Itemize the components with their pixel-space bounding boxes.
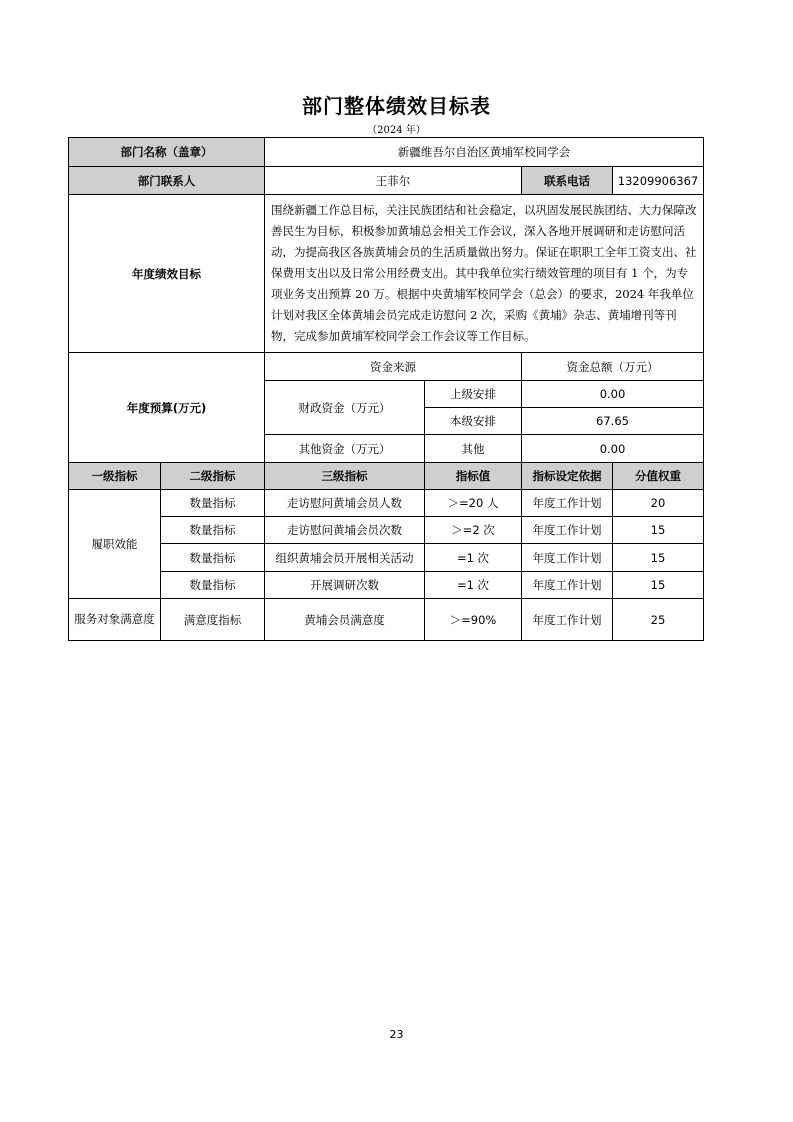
indicator-basis: 年度工作计划 (522, 572, 613, 599)
indicator-row (69, 517, 704, 544)
upper-arrangement-label: 上级安排 (425, 381, 522, 408)
indicator-basis: 年度工作计划 (522, 517, 613, 544)
indicator-level3: 走访慰问黄埔会员人数 (265, 490, 425, 517)
dept-name-label: 部门名称（盖章） (69, 138, 265, 167)
header-weight: 分值权重 (613, 463, 704, 490)
other-sub-label: 其他 (425, 435, 522, 463)
other-funds-value: 0.00 (522, 435, 704, 463)
indicator-level2: 数量指标 (161, 517, 265, 544)
indicator-level3: 开展调研次数 (265, 572, 425, 599)
indicator-value: ＞=2 次 (425, 517, 522, 544)
indicator-row (69, 572, 704, 599)
phone-label: 联系电话 (522, 167, 613, 195)
goal-text: 围绕新疆工作总目标，关注民族团结和社会稳定，以巩固发展民族团结、大力保障改善民生为目标，积极参加黄埔总会相关工作会议，深入各地开展调研和走访慰问活动，为提高我区各族黄埔会员的生活质量做出努力。保证在职职工全年工资支出、社保费用支出以及日常公用经费支出。其中我单位实行绩效管理的项目有 1 个，为专项业务支出预算 20 万。根据中央黄埔军校同学会（总会）的要求，2024 年我单位计划对我区全体黄埔会员完成走访慰问 2 次，采购《黄埔》杂志、黄埔增刊等刊物，完成参加黄埔军校同学会工作会议等工作目标。 (265, 195, 704, 353)
budget-header-row (69, 353, 704, 381)
indicator-level3: 组织黄埔会员开展相关活动 (265, 544, 425, 572)
header-level2: 二级指标 (161, 463, 265, 490)
page-number: 23 (389, 1028, 404, 1041)
goal-label: 年度绩效目标 (69, 195, 265, 353)
indicator-basis: 年度工作计划 (522, 544, 613, 572)
indicator-weight: 15 (613, 517, 704, 544)
indicator-row (69, 490, 704, 517)
indicator-weight: 15 (613, 544, 704, 572)
indicator-level2: 满意度指标 (161, 599, 265, 641)
indicator-header-row (69, 463, 704, 490)
phone-value: 13209906367 (613, 167, 704, 195)
goal-row (69, 195, 704, 353)
indicator-basis: 年度工作计划 (522, 599, 613, 641)
indicator-value: =1 次 (425, 544, 522, 572)
budget-label: 年度预算(万元) (69, 353, 265, 463)
performance-target-table (68, 137, 704, 641)
other-funds-label: 其他资金（万元） (265, 435, 425, 463)
year-caption: （2024 年） (367, 125, 426, 136)
upper-arrangement-value: 0.00 (522, 381, 704, 408)
indicator-level2: 数量指标 (161, 572, 265, 599)
budget-source-header: 资金来源 (265, 353, 522, 381)
header-value: 指标值 (425, 463, 522, 490)
group1-name: 履职效能 (69, 490, 161, 599)
contact-label: 部门联系人 (69, 167, 265, 195)
local-arrangement-value: 67.65 (522, 408, 704, 435)
fiscal-funds-label: 财政资金（万元） (265, 381, 425, 435)
indicator-level3: 走访慰问黄埔会员次数 (265, 517, 425, 544)
header-basis: 指标设定依据 (522, 463, 613, 490)
indicator-level3: 黄埔会员满意度 (265, 599, 425, 641)
indicator-weight: 25 (613, 599, 704, 641)
budget-total-header: 资金总额（万元） (522, 353, 704, 381)
indicator-weight: 20 (613, 490, 704, 517)
indicator-basis: 年度工作计划 (522, 490, 613, 517)
header-level1: 一级指标 (69, 463, 161, 490)
indicator-row (69, 544, 704, 572)
indicator-weight: 15 (613, 572, 704, 599)
header-level3: 三级指标 (265, 463, 425, 490)
contact-row (69, 167, 704, 195)
indicator-value: ＞=90% (425, 599, 522, 641)
local-arrangement-label: 本级安排 (425, 408, 522, 435)
dept-name-value: 新疆维吾尔自治区黄埔军校同学会 (265, 138, 704, 167)
indicator-value: =1 次 (425, 572, 522, 599)
indicator-level2: 数量指标 (161, 490, 265, 517)
group2-name: 服务对象满意度 (69, 599, 161, 641)
satisfaction-row (69, 599, 704, 641)
indicator-value: ＞=20 人 (425, 490, 522, 517)
dept-name-row (69, 138, 704, 167)
page-title: 部门整体绩效目标表 (302, 94, 491, 118)
contact-value: 王菲尔 (265, 167, 522, 195)
indicator-level2: 数量指标 (161, 544, 265, 572)
